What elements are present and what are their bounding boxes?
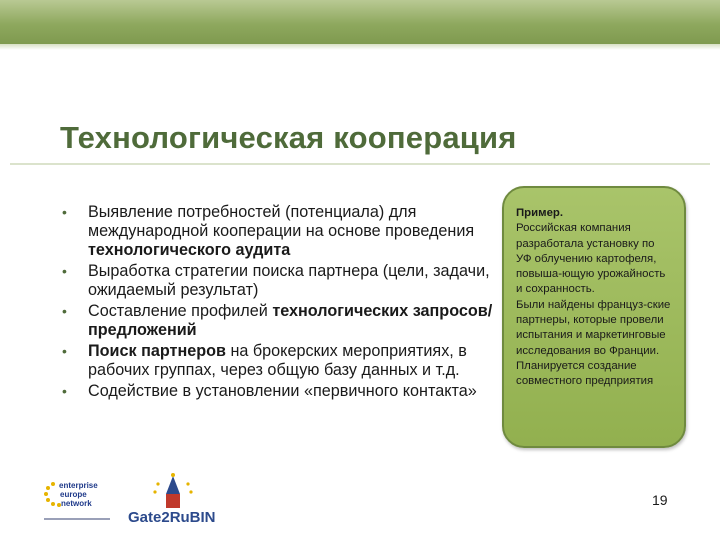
bullet-item: • Поиск партнеров на брокерских мероприятиях, в рабочих группах, через общую базу данных и т.д. xyxy=(62,342,467,379)
slide-title: Технологическая кооперация xyxy=(60,120,517,155)
page-number: 19 xyxy=(652,492,668,508)
example-callout xyxy=(502,186,686,448)
bullet-dot-icon: • xyxy=(62,343,67,359)
bullet-dot-icon: • xyxy=(62,383,67,399)
enterprise-europe-network-logo xyxy=(40,474,120,526)
logo-een-line3: network xyxy=(61,499,92,508)
bullet-dot-icon: • xyxy=(62,263,67,279)
bullet-item: • Выработка стратегии поиска партнера (цели, задачи, ожидаемый результат) xyxy=(62,262,490,299)
kremlin-tower-icon xyxy=(153,473,192,508)
top-banner xyxy=(0,0,720,44)
callout-title: Пример. xyxy=(516,207,564,219)
logo-een-line2: europe xyxy=(60,490,87,499)
bullet-item: • Содействие в установлении «первичного контакта» xyxy=(62,382,477,400)
callout-body: Российская компания разработала установку по УФ облучению картофеля, повыша-ющую урожайность и сохранность. Были найдены француз-ские партнеры, которые провели испытания и маркетинговые исследования во Франции. Планируется создание совместного предприятия xyxy=(516,222,671,388)
bullet-dot-icon: • xyxy=(62,204,67,220)
top-banner-fade xyxy=(0,44,720,50)
logo-gate-name: Gate2RuBIN xyxy=(128,509,216,526)
title-divider xyxy=(10,163,710,165)
bullet-dot-icon: • xyxy=(62,303,67,319)
bullet-list xyxy=(62,203,497,403)
logo-een-line1: enterprise xyxy=(59,481,98,490)
bullet-item: • Выявление потребностей (потенциала) для международной кооперации на основе проведения технологического аудита xyxy=(62,203,475,259)
gate2rubin-logo xyxy=(128,470,298,528)
bullet-item: • Составление профилей технологических запросов/ предложений xyxy=(62,302,493,339)
